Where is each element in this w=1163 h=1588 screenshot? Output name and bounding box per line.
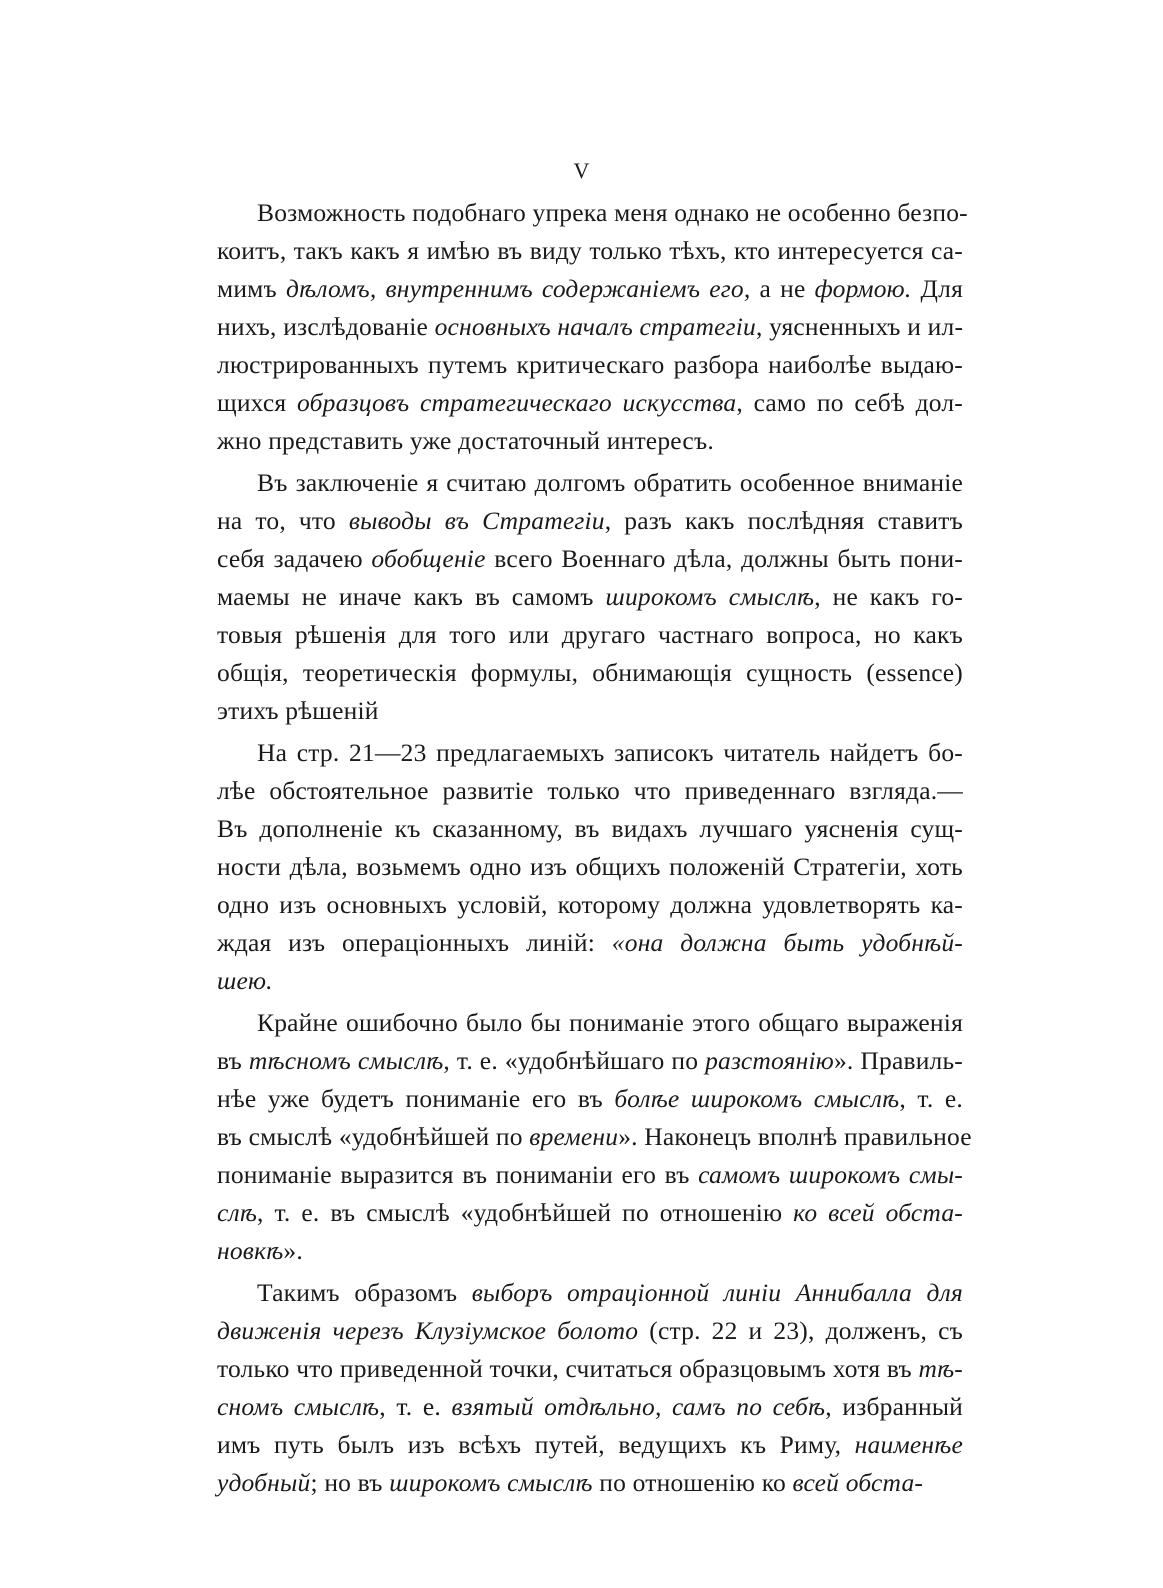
text-span: , само по себѣ дол- bbox=[736, 388, 963, 417]
text-span: щихся bbox=[217, 388, 298, 417]
text-line bbox=[217, 772, 963, 810]
text-span: люстрированныхъ путемъ критическаго разбора наиболѣе выдаю- bbox=[217, 350, 963, 379]
text-span: маемы не иначе какъ въ самомъ bbox=[217, 582, 606, 611]
italic-text: всей обста- bbox=[792, 1468, 924, 1497]
text-span: товыя рѣшенiя для того или другаго частнаго вопроса, но какъ bbox=[217, 620, 963, 649]
text-span: Въ заключенiе я считаю долгомъ обратить особенное вниманiе bbox=[257, 468, 963, 497]
page-number: V bbox=[573, 158, 590, 183]
text-span: , т. е. bbox=[379, 1392, 452, 1421]
text-span: ». bbox=[283, 1236, 303, 1265]
text-line bbox=[217, 848, 963, 886]
text-line bbox=[217, 734, 963, 772]
paragraph bbox=[217, 1004, 972, 1270]
text-span: Возможность подобнаго упрека меня однако не особенно безпо- bbox=[257, 198, 968, 227]
text-span: ». Наконецъ вполнѣ правильное bbox=[618, 1122, 972, 1151]
text-span: имъ путь былъ изъ всѣхъ путей, ведущихъ къ Риму, bbox=[217, 1430, 855, 1459]
text-span: , т. е. «удобнѣйшаго по bbox=[443, 1046, 706, 1075]
text-span: ; но въ bbox=[310, 1468, 390, 1497]
italic-text: движенiя черезъ Клузiумское болото bbox=[217, 1316, 639, 1345]
text-span: только что приведенной точки, считаться образцовымъ хотя въ bbox=[217, 1354, 919, 1383]
text-line bbox=[217, 540, 963, 578]
text-span: по отношенiю ко bbox=[592, 1468, 793, 1497]
text-line bbox=[217, 346, 963, 384]
text-span: всего Военнаго дѣла, должны быть пони- bbox=[485, 544, 963, 573]
text-span: ждая изъ операцiонныхъ линiй: bbox=[217, 928, 612, 957]
text-line bbox=[217, 1464, 963, 1502]
italic-text: слѣ bbox=[217, 1198, 258, 1227]
text-line bbox=[217, 232, 963, 270]
text-line bbox=[217, 1118, 972, 1156]
text-span: этихъ рѣшенiй bbox=[217, 696, 379, 725]
text-line bbox=[217, 1080, 963, 1118]
text-line bbox=[217, 654, 963, 692]
text-span: Для bbox=[911, 274, 963, 303]
text-span: мимъ bbox=[217, 274, 287, 303]
text-span: Въ дополненiе къ сказанному, въ видахъ лучшаго уясненiя сущ- bbox=[217, 814, 963, 843]
text-line bbox=[217, 194, 968, 232]
text-line bbox=[217, 1312, 963, 1350]
text-span: общiя, теоретическiя формулы, обнимающiя сущность (essence) bbox=[217, 658, 963, 687]
text-span: , разъ какъ послѣдняя ставитъ bbox=[604, 506, 963, 535]
text-span: , уясненныхъ и ил- bbox=[756, 312, 964, 341]
text-span: ности дѣла, возьмемъ одно изъ общихъ положенiй Стратегiи, хоть bbox=[217, 852, 963, 881]
text-span: , т. е. въ смыслѣ «удобнѣйшей по отношенiю bbox=[257, 1198, 794, 1227]
text-span: , т. е. bbox=[899, 1084, 964, 1113]
text-span: , избранный bbox=[825, 1392, 963, 1421]
italic-text: выводы въ Стратегiи bbox=[348, 506, 605, 535]
italic-text: широкомъ смыслѣ bbox=[389, 1468, 593, 1497]
italic-text: тѣ- bbox=[918, 1354, 963, 1383]
text-span: жно представить уже достаточный интересъ. bbox=[217, 426, 714, 455]
paragraph bbox=[217, 194, 968, 460]
text-span: Крайне ошибочно было бы пониманiе этого общаго выраженiя bbox=[257, 1008, 963, 1037]
italic-text: выборъ отрацiонной линiи Аннибалла для bbox=[471, 1278, 963, 1307]
text-line bbox=[217, 924, 963, 962]
italic-text: взятый отдѣльно, самъ по себѣ bbox=[451, 1392, 826, 1421]
italic-text: тѣсномъ смыслѣ bbox=[248, 1046, 444, 1075]
text-span: въ bbox=[217, 1046, 249, 1075]
text-line bbox=[217, 1194, 963, 1232]
text-line bbox=[217, 308, 963, 346]
text-line bbox=[217, 1426, 963, 1464]
italic-text: основныхъ началъ стратегiи bbox=[434, 312, 757, 341]
text-line bbox=[217, 464, 963, 502]
italic-text: «она должна быть удобнѣй- bbox=[611, 928, 963, 957]
text-span: нѣе уже будетъ пониманiе его въ bbox=[217, 1084, 615, 1113]
italic-text: ко всей обста- bbox=[793, 1198, 963, 1227]
text-line bbox=[217, 962, 963, 1000]
text-span: лѣе обстоятельное развитiе только что приведеннаго взгляда.— bbox=[217, 776, 963, 805]
text-span: въ смыслѣ «удобнѣйшей по bbox=[217, 1122, 530, 1151]
italic-text: шею. bbox=[217, 966, 273, 995]
paragraph bbox=[217, 464, 963, 730]
italic-text: самомъ широкомъ смы- bbox=[698, 1160, 963, 1189]
body-text bbox=[217, 194, 972, 1502]
text-line bbox=[217, 1274, 963, 1312]
text-span: себя задачею bbox=[217, 544, 372, 573]
text-line bbox=[217, 692, 963, 730]
italic-text: новкѣ bbox=[217, 1236, 284, 1265]
paragraph bbox=[217, 734, 963, 1000]
text-line bbox=[217, 1004, 963, 1042]
text-span: а не bbox=[750, 274, 815, 303]
text-span: Такимъ образомъ bbox=[257, 1278, 472, 1307]
text-line bbox=[217, 270, 963, 308]
italic-text: болѣе широкомъ смыслѣ bbox=[614, 1084, 900, 1113]
text-span: на то, что bbox=[217, 506, 349, 535]
text-line bbox=[217, 1042, 963, 1080]
paragraph bbox=[217, 1274, 963, 1502]
italic-text: образцовъ стратегическаго искусства bbox=[297, 388, 737, 417]
text-span: ». Правиль- bbox=[833, 1046, 963, 1075]
italic-text: удобный bbox=[217, 1468, 311, 1497]
text-line bbox=[217, 422, 963, 460]
text-line bbox=[217, 384, 963, 422]
text-line bbox=[217, 578, 963, 616]
italic-text: формою. bbox=[814, 274, 912, 303]
italic-text: дѣломъ, внутреннимъ содержанiемъ его, bbox=[286, 274, 751, 303]
text-span: нихъ, изслѣдованiе bbox=[217, 312, 435, 341]
italic-text: времени bbox=[529, 1122, 619, 1151]
text-line bbox=[217, 1232, 963, 1270]
text-span: (стр. 22 и 23), долженъ, съ bbox=[638, 1316, 963, 1345]
text-line bbox=[217, 616, 963, 654]
text-line bbox=[217, 1156, 963, 1194]
text-line bbox=[217, 502, 963, 540]
italic-text: обобщенiе bbox=[371, 544, 486, 573]
text-line bbox=[217, 810, 963, 848]
text-line bbox=[217, 886, 963, 924]
text-line bbox=[217, 1388, 963, 1426]
text-line bbox=[217, 1350, 963, 1388]
text-span: коитъ, такъ какъ я имѣю въ виду только тѣхъ, кто интересуется са- bbox=[217, 236, 963, 265]
italic-text: широкомъ смыслѣ bbox=[605, 582, 815, 611]
italic-text: сномъ смыслѣ bbox=[217, 1392, 380, 1421]
text-span: На стр. 21—23 предлагаемыхъ записокъ читатель найдетъ бо- bbox=[257, 738, 963, 767]
text-span: , не какъ го- bbox=[814, 582, 963, 611]
text-span: одно изъ основныхъ условiй, которому должна удовлетворять ка- bbox=[217, 890, 963, 919]
italic-text: наименѣе bbox=[854, 1430, 963, 1459]
text-span: пониманiе выразится въ пониманiи его въ bbox=[217, 1160, 699, 1189]
italic-text: разстоянiю bbox=[705, 1046, 834, 1075]
